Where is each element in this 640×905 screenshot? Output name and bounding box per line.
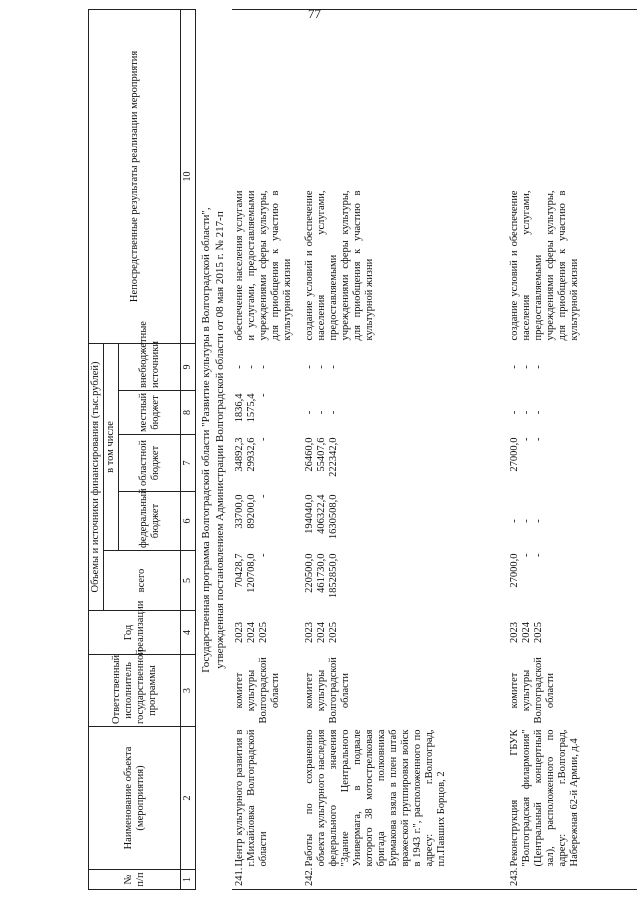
col-index: 2	[181, 727, 196, 870]
object-name: Работы по сохранению объекта культурного наследия федерального значения "Здание Центрального Универмага, в подвале которого 38 мотострелковая бригада полковника Бурмакова взяла в плен штаб вражеской группировки войск в 1943 г.", расположенного по адресу: г.Волгоград, пл.Павших Борцов, 2	[304, 729, 447, 867]
col-index: 10	[181, 9, 196, 343]
object-name: Реконструкция ГБУК "Волгоградская филармония" (Центральный концертный зал), расположенного по адресу: г.Волгоград, Набережная 62-й Армии, д.4	[509, 729, 580, 867]
header-year: Год реализации	[89, 611, 181, 655]
header-name: Наименование объекта (мероприятия)	[89, 727, 181, 870]
regional-values	[507, 435, 637, 492]
total-values	[507, 551, 637, 611]
years	[302, 611, 507, 655]
executor: комитет культуры Волгоградской области	[304, 657, 351, 724]
regional-values	[302, 435, 507, 492]
federal-values	[507, 492, 637, 551]
total-value: 120708,0	[246, 553, 257, 593]
extrabudget-value: -	[234, 365, 245, 369]
header-local: местный бюджет	[119, 391, 181, 435]
local-value: -	[533, 410, 544, 415]
data-table	[232, 9, 637, 890]
federal-value: -	[533, 519, 544, 523]
row-number: 243.	[507, 870, 637, 890]
extrabudget-value: -	[258, 365, 269, 369]
regional-value: 29932,6	[246, 437, 257, 472]
local-value: -	[304, 410, 315, 415]
total-values	[302, 551, 507, 611]
regional-value: -	[533, 437, 544, 441]
total-values	[232, 551, 302, 611]
regional-value: 27000,0	[509, 437, 520, 472]
col-index: 6	[181, 492, 196, 551]
header-financing: Объемы и источники финансирования (тыс.рублей)	[89, 343, 104, 610]
result-text	[507, 10, 637, 344]
table-header	[88, 9, 196, 890]
col-index: 7	[181, 435, 196, 492]
federal-value: -	[521, 519, 532, 523]
year-value: 2023	[304, 622, 315, 643]
total-value: 220500,0	[304, 553, 315, 593]
local-value: -	[521, 410, 532, 415]
object-name: Центр культурного развития в г.Михайловка Волгоградской области	[234, 729, 269, 867]
regional-values	[232, 435, 302, 492]
total-value: -	[533, 553, 544, 557]
year-value: 2024	[316, 622, 327, 643]
federal-value: 1630508,0	[328, 494, 339, 540]
col-index: 4	[181, 611, 196, 655]
result-text-block: создание условий и обеспечение населения услугами, предоставляемыми учреждениями сферы культуры, для приобщения к участию в культурной жизни	[304, 190, 375, 341]
extrabudget-values	[302, 344, 507, 391]
header-regional: областной бюджет	[119, 435, 181, 492]
col-index: 9	[181, 343, 196, 390]
extrabudget-value: -	[509, 365, 520, 369]
row-number: 242.	[302, 870, 507, 890]
federal-value: -	[509, 519, 520, 523]
federal-values	[302, 492, 507, 551]
header-result: Непосредственные результаты реализации мероприятия	[89, 9, 181, 343]
year-value: 2023	[509, 622, 520, 643]
total-value: 70428,7	[234, 553, 245, 588]
rotated-page-content	[0, 10, 640, 890]
local-value: -	[509, 410, 520, 415]
header-total: всего	[104, 551, 181, 611]
total-value: 1852850,0	[328, 553, 339, 599]
year-value: 2024	[521, 622, 532, 643]
col-index: 1	[181, 870, 196, 890]
executor: комитет культуры Волгоградской области	[509, 657, 556, 724]
result-text-block: создание условий и обеспечение населения услугами, предоставляемыми учреждениями сферы культуры, для приобщения к участию в культурной жизни	[509, 190, 580, 341]
total-value: -	[258, 553, 269, 557]
row-number: 241.	[232, 870, 302, 890]
year-value: 2025	[328, 622, 339, 643]
years	[507, 611, 637, 655]
federal-values	[232, 492, 302, 551]
result-text	[302, 10, 507, 344]
regional-value: 26460,0	[304, 437, 315, 472]
table-row	[507, 10, 637, 890]
regional-value: 34892,3	[234, 437, 245, 472]
extrabudget-values	[232, 344, 302, 391]
federal-value: -	[258, 494, 269, 498]
extrabudget-values	[507, 344, 637, 391]
executor: комитет культуры Волгоградской области	[234, 657, 281, 724]
table-row	[232, 10, 302, 890]
local-values	[507, 391, 637, 435]
extrabudget-value: -	[246, 365, 257, 369]
year-value: 2025	[258, 622, 269, 643]
header-extrabudget: внебюджетные источники	[119, 343, 181, 390]
year-value: 2025	[533, 622, 544, 643]
extrabudget-value: -	[316, 365, 327, 369]
regional-value: -	[258, 437, 269, 441]
total-value: 27000,0	[509, 553, 520, 588]
extrabudget-value: -	[521, 365, 532, 369]
total-value: 461730,0	[316, 553, 327, 593]
table-row	[302, 10, 507, 890]
header-including: в том числе	[104, 343, 119, 550]
section-title: Государственная программа Волгоградской области "Развитие культуры в Волгоградской области", утвержденная постановлением Администрации Волгоградской области от 08 мая 2015 г. № 217-п	[200, 207, 226, 673]
extrabudget-value: -	[328, 365, 339, 369]
header-federal: федеральный бюджет	[119, 492, 181, 551]
local-value: -	[258, 393, 269, 397]
regional-value: -	[521, 437, 532, 441]
result-text	[232, 10, 302, 344]
extrabudget-value: -	[304, 365, 315, 369]
header-no: № п/п	[89, 870, 181, 890]
year-value: 2023	[234, 622, 245, 643]
extrabudget-value: -	[533, 365, 544, 369]
col-index: 8	[181, 391, 196, 435]
col-index: 5	[181, 551, 196, 611]
regional-value: 222342,0	[328, 437, 339, 477]
federal-value: 194040,0	[304, 494, 315, 534]
local-value: 1836,4	[234, 393, 245, 423]
federal-value: 33700,0	[234, 494, 245, 529]
years	[232, 611, 302, 655]
year-value: 2024	[246, 622, 257, 643]
local-values	[302, 391, 507, 435]
local-values	[232, 391, 302, 435]
federal-value: 89200,0	[246, 494, 257, 529]
result-text-block: обеспечение населения услугами и услугами, предоставляемыми учреждениями сферы культуры, для приобщения к участию в культурной жизни	[234, 190, 293, 341]
page-number: 77	[308, 6, 321, 21]
total-value: -	[521, 553, 532, 557]
local-value: -	[328, 410, 339, 415]
regional-value: 55407,6	[316, 437, 327, 472]
local-value: 1575,4	[246, 393, 257, 423]
federal-value: 406322,4	[316, 494, 327, 534]
col-index: 3	[181, 655, 196, 727]
header-executor: Ответственный исполнитель государственной программы	[89, 655, 181, 727]
local-value: -	[316, 410, 327, 415]
